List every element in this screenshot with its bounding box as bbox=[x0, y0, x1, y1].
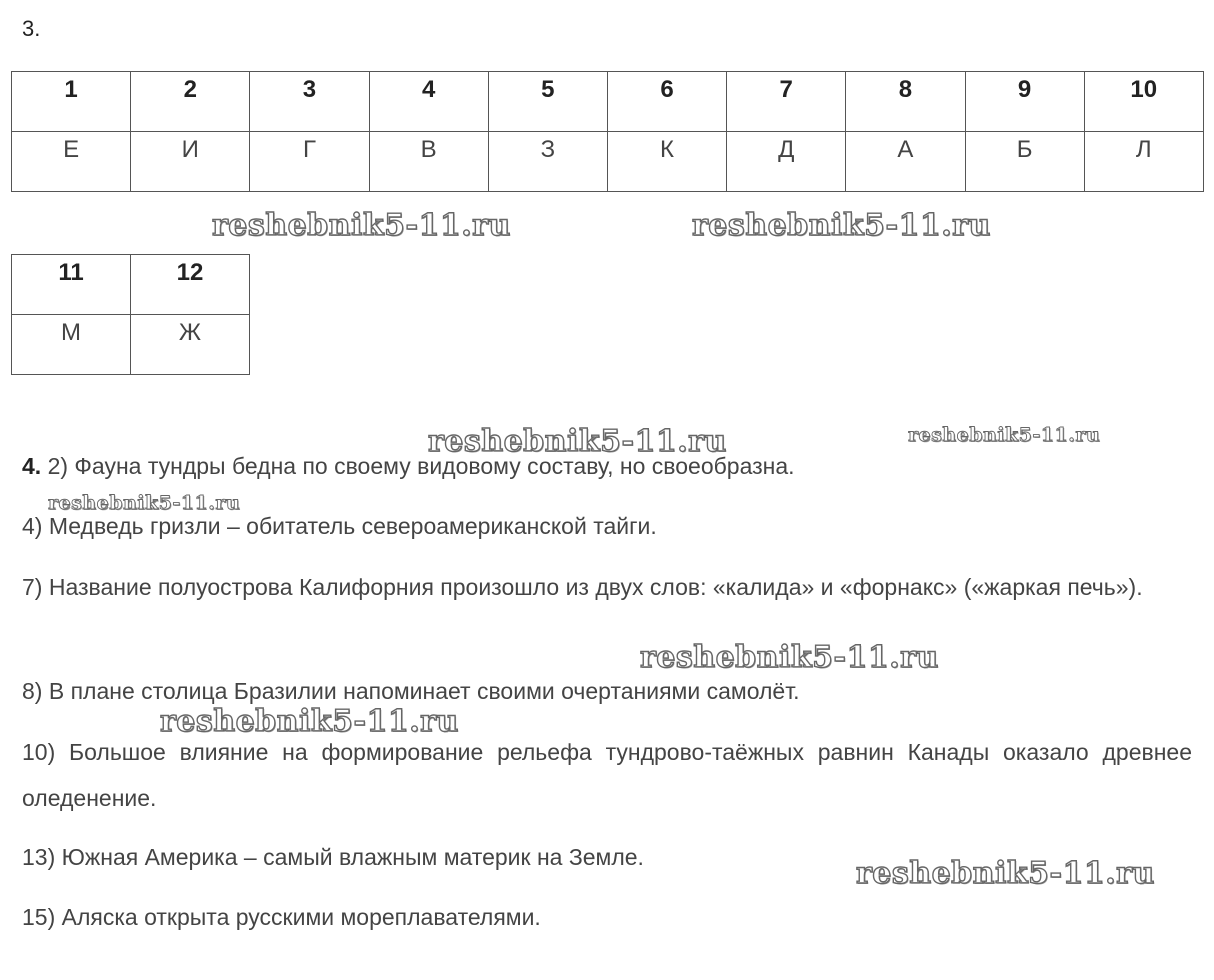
table-extra-header-cell: 11 bbox=[12, 255, 131, 315]
table-main-value-cell: Л bbox=[1084, 132, 1203, 192]
watermark: reshebnik5-11.ru bbox=[640, 640, 939, 675]
table-main-value-cell: Б bbox=[965, 132, 1084, 192]
table-extra-value-cell: Ж bbox=[131, 315, 250, 375]
table-main-value-cell: З bbox=[488, 132, 607, 192]
statement-text: 2) Фауна тундры бедна по своему видовому составу, но своеобразна. bbox=[41, 453, 795, 479]
table-main-value-cell: А bbox=[846, 132, 965, 192]
table-main-header-cell: 4 bbox=[369, 72, 488, 132]
statement-item: 10) Большое влияние на формирование рельефа тундрово-таёжных равнин Канады оказало древнее оледенение. bbox=[22, 739, 1192, 811]
table-main-value-cell: И bbox=[131, 132, 250, 192]
task-3-number: 3. bbox=[22, 16, 41, 41]
table-main-value-cell: Д bbox=[727, 132, 846, 192]
table-main-value-cell: Г bbox=[250, 132, 369, 192]
watermark: reshebnik5-11.ru bbox=[908, 424, 1101, 446]
answer-table-main bbox=[11, 71, 1204, 192]
table-main-value-row bbox=[12, 132, 1204, 192]
table-main-header-cell: 5 bbox=[488, 72, 607, 132]
task-4-number: 4. bbox=[22, 453, 42, 479]
statement-item: 4) Медведь гризли – обитатель североамериканской тайги. bbox=[22, 513, 657, 539]
statement-item: 15) Аляска открыта русскими мореплавателями. bbox=[22, 904, 541, 930]
table-main-header-cell: 6 bbox=[607, 72, 726, 132]
watermark: reshebnik5-11.ru bbox=[48, 492, 241, 514]
statement-item bbox=[22, 443, 1192, 489]
table-main-value-cell: К bbox=[607, 132, 726, 192]
watermark: reshebnik5-11.ru bbox=[692, 208, 991, 243]
table-extra-value-cell: М bbox=[12, 315, 131, 375]
table-main-value-cell: В bbox=[369, 132, 488, 192]
table-main-header-row bbox=[12, 72, 1204, 132]
table-main-header-cell: 1 bbox=[12, 72, 131, 132]
table-extra-header-row bbox=[12, 255, 250, 315]
table-main-header-cell: 7 bbox=[727, 72, 846, 132]
table-main-header-cell: 9 bbox=[965, 72, 1084, 132]
table-main-value-cell: Е bbox=[12, 132, 131, 192]
watermark: reshebnik5-11.ru bbox=[856, 856, 1155, 891]
watermark: reshebnik5-11.ru bbox=[428, 424, 727, 459]
statement-item: 7) Название полуострова Калифорния произошло из двух слов: «калида» и «форнакс» («жаркая печь»). bbox=[22, 574, 1143, 600]
table-extra-value-row bbox=[12, 315, 250, 375]
answer-table-extra bbox=[11, 254, 250, 375]
table-main-header-cell: 3 bbox=[250, 72, 369, 132]
table-main-header-cell: 8 bbox=[846, 72, 965, 132]
watermark: reshebnik5-11.ru bbox=[212, 208, 511, 243]
table-main-header-cell: 2 bbox=[131, 72, 250, 132]
table-main-header-cell: 10 bbox=[1084, 72, 1203, 132]
statement-item: 8) В плане столица Бразилии напоминает своими очертаниями самолёт. bbox=[22, 678, 800, 704]
statement-item: 13) Южная Америка – самый влажным материк на Земле. bbox=[22, 844, 644, 870]
watermark: reshebnik5-11.ru bbox=[160, 704, 459, 739]
table-extra-header-cell: 12 bbox=[131, 255, 250, 315]
